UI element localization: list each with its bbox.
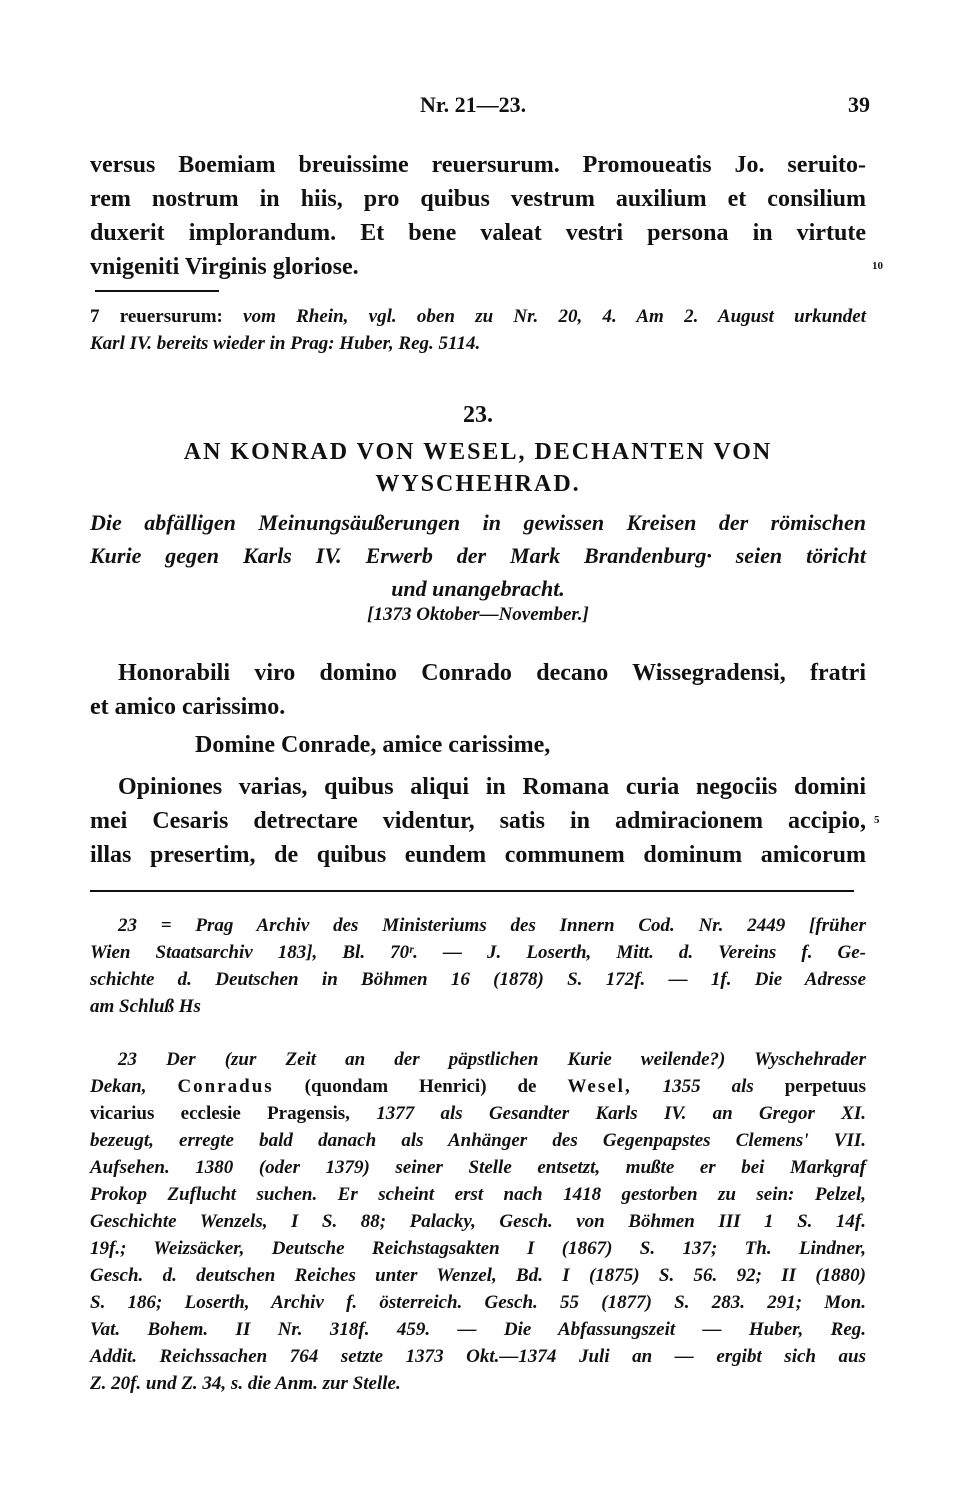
source-footnote [90, 912, 866, 1020]
person-name: Conradus [177, 1076, 274, 1097]
summary-line: Die abfälligen Meinungsäußerungen in gewissen Kreisen der römischen [90, 510, 866, 535]
footnote-separator-rule [90, 890, 854, 892]
address-line: Honorabili viro domino Conrado decano Wissegradensi, fratri [118, 660, 866, 686]
note-separator-rule [95, 290, 219, 292]
letter-number: 23. [463, 402, 493, 428]
footnote-line: Addit. Reichssachen 764 setzte 1373 Okt.—1374 Juli an — ergibt sich aus [90, 1346, 866, 1367]
previous-letter-note [90, 303, 866, 357]
footnote-fragment: perpetuus [784, 1076, 867, 1097]
footnote-fragment: 1355 als [662, 1076, 754, 1097]
note-line: Karl IV. bereits wieder in Prag: Huber, Reg. 5114. [90, 333, 481, 354]
text-line: vnigeniti Virginis gloriose. [90, 254, 359, 280]
footnote-line: S. 186; Loserth, Archiv f. österreich. Gesch. 55 (1877) S. 283. 291; Mon. [90, 1292, 866, 1313]
text-line: Opiniones varias, quibus aliqui in Romana curia negociis domini [118, 774, 866, 800]
footnote-line: Z. 20f. und Z. 34, s. die Anm. zur Stelle. [90, 1373, 401, 1394]
footnote-line: Geschichte Wenzels, I S. 88; Palacky, Gesch. von Böhmen III 1 S. 14f. [90, 1211, 866, 1232]
footnote-line: Aufsehen. 1380 (oder 1379) seiner Stelle entsetzt, mußte er bei Markgraf [90, 1157, 866, 1178]
page-number: 39 [848, 92, 870, 117]
footnote-line: am Schluß Hs [90, 996, 201, 1017]
footnote-line: Gesch. d. deutschen Reiches unter Wenzel, Bd. I (1875) S. 56. 92; II (1880) [90, 1265, 866, 1286]
line-number-marker: 10 [872, 260, 883, 272]
heading-line: WYSCHEHRAD. [375, 471, 581, 497]
note-line [90, 303, 866, 330]
footnote-line: Prokop Zuflucht suchen. Er scheint erst nach 1418 gestorben zu sein: Pelzel, [90, 1184, 866, 1205]
line-number-marker: 5 [874, 814, 880, 826]
running-head-title: Nr. 21—23. [420, 92, 527, 117]
footnote-line: schichte d. Deutschen in Böhmen 16 (1878) S. 172f. — 1f. Die Adresse [90, 969, 866, 990]
summary-line: und unangebracht. [391, 576, 565, 601]
footnote-fragment: Dekan, [90, 1076, 147, 1097]
letter-date: [1373 Oktober—November.] [367, 604, 589, 625]
previous-letter-ending [90, 148, 866, 284]
footnote-fragment: (quondam Henrici) de [304, 1076, 537, 1097]
footnote-line: 23 Der (zur Zeit an der päpstlichen Kurie weilende?) Wyschehrader [118, 1049, 866, 1070]
note-lemma: 7 reuersurum: [90, 306, 223, 327]
running-head [90, 92, 870, 122]
heading-line: AN KONRAD VON WESEL, DECHANTEN VON [183, 439, 773, 465]
footnote-line: bezeugt, erregte bald danach als Anhänger des Gegenpapstes Clemens' VII. [90, 1130, 866, 1151]
address-line: et amico carissimo. [90, 694, 286, 720]
letter-summary [90, 506, 866, 605]
footnote-line: Wien Staatsarchiv 183], Bl. 70ʳ. — J. Loserth, Mitt. d. Vereins f. Ge- [90, 942, 866, 963]
letter-address [90, 656, 866, 724]
letter-text [90, 770, 866, 872]
summary-line: Kurie gegen Karls IV. Erwerb der Mark Brandenburg· seien töricht [90, 543, 866, 568]
text-line: mei Cesaris detrectare videntur, satis in admiracionem accipio, [90, 808, 866, 834]
text-line: duxerit implorandum. Et bene valeat vestri persona in virtute [90, 220, 866, 246]
footnote-fragment: 1377 als Gesandter Karls IV. an Gregor XI. [376, 1103, 866, 1124]
text-line: rem nostrum in hiis, pro quibus vestrum auxilium et consilium [90, 186, 866, 212]
text-line: versus Boemiam breuissime reuersurum. Promoueatis Jo. seruito- [90, 152, 866, 178]
footnote-line: Vat. Bohem. II Nr. 318f. 459. — Die Abfassungszeit — Huber, Reg. [90, 1319, 866, 1340]
person-name: Wesel, [567, 1076, 632, 1097]
footnote-line [90, 1100, 866, 1127]
letter-heading [90, 436, 866, 500]
footnote-fragment: vicarius ecclesie Pragensis, [90, 1103, 350, 1124]
footnote-line [90, 1073, 866, 1100]
footnote-line: 19f.; Weizsäcker, Deutsche Reichstagsakten I (1867) S. 137; Th. Lindner, [90, 1238, 866, 1259]
footnote-line: 23 = Prag Archiv des Ministeriums des Innern Cod. Nr. 2449 [früher [118, 915, 866, 936]
text-line: illas presertim, de quibus eundem communem dominum amicorum [90, 842, 866, 868]
letter-salutation: Domine Conrade, amice carissime, [195, 732, 551, 758]
commentary-footnote [90, 1046, 866, 1397]
note-text: vom Rhein, vgl. oben zu Nr. 20, 4. Am 2. August urkundet [243, 306, 866, 327]
